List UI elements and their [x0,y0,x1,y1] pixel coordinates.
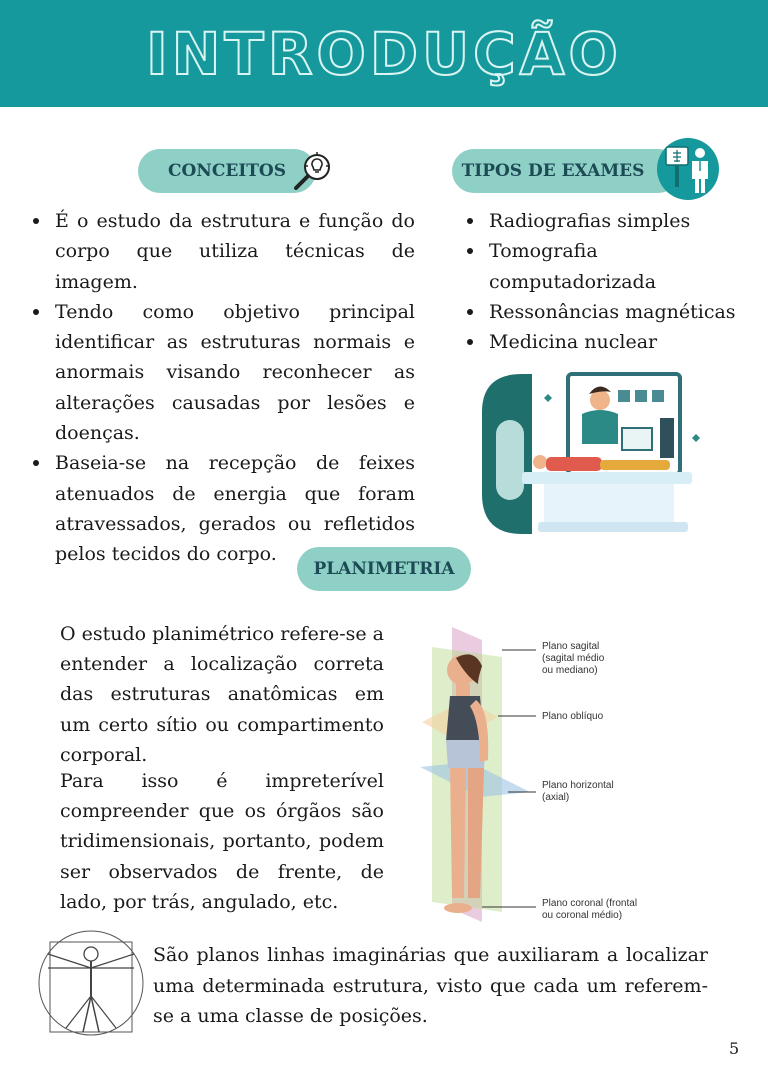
label-plano-obliquo: Plano oblíquo [542,711,604,722]
list-item: É o estudo da estrutura e função do corpo que utiliza técnicas de imagem. [55,206,415,297]
mri-scanner-illustration [482,372,707,540]
planimetria-label: PLANIMETRIA [313,559,455,579]
conceitos-list [55,206,415,570]
label-plano-horizontal-2: (axial) [542,792,570,803]
list-item: Tendo como objetivo principal identificar as estruturas normais e anormais visando reconhecer as alterações causadas por lesões e doenças. [55,297,415,448]
planimetria-paragraph-2: Para isso é impreterível compreender que os órgãos são tridimensionais, portanto, podem ser observados de frente, de lado, por trás, angulado, etc. [60,770,384,913]
conceitos-label: CONCEITOS [167,161,287,181]
label-plano-sagital-2: (sagital médio [542,653,605,664]
search-lightbulb-icon [290,149,336,193]
anatomical-planes-figure [410,622,650,927]
tipos-exames-pill [452,149,680,193]
label-plano-coronal: Plano coronal (frontal [542,898,638,909]
list-item: Radiografias simples [489,206,749,236]
planimetria-paragraph-1: O estudo planimétrico refere-se a entender a localização correta das estruturas anatômicas em um certo sítio ou compartimento corporal. [60,623,384,766]
label-plano-coronal-2: ou coronal médio) [542,910,623,921]
vitruvian-man-illustration [36,928,146,1038]
planimetria-paragraph-3: São planos linhas imaginárias que auxiliaram a localizar uma determinada estrutura, visto que cada um referem-se a uma classe de posições. [153,944,708,1027]
planimetria-pill [297,547,471,591]
list-item: Ressonâncias magnéticas [489,297,749,327]
list-item: Medicina nuclear [489,327,749,357]
doctor-xray-icon [656,137,720,201]
label-plano-horizontal: Plano horizontal [542,780,614,791]
tipos-exames-list [489,206,749,357]
page-title: INTRODUÇÃO [146,20,622,88]
list-item: Baseia-se na recepção de feixes atenuados de energia que foram atravessados, gerados ou refletidos pelos tecidos do corpo. [55,448,415,569]
label-plano-sagital: Plano sagital [542,641,600,652]
page-number: 5 [729,1039,740,1058]
header-banner [0,0,768,107]
label-plano-sagital-3: ou mediano) [542,665,598,676]
list-item: Tomografia computadorizada [489,236,749,297]
tipos-exames-label: TIPOS DE EXAMES [461,161,645,181]
